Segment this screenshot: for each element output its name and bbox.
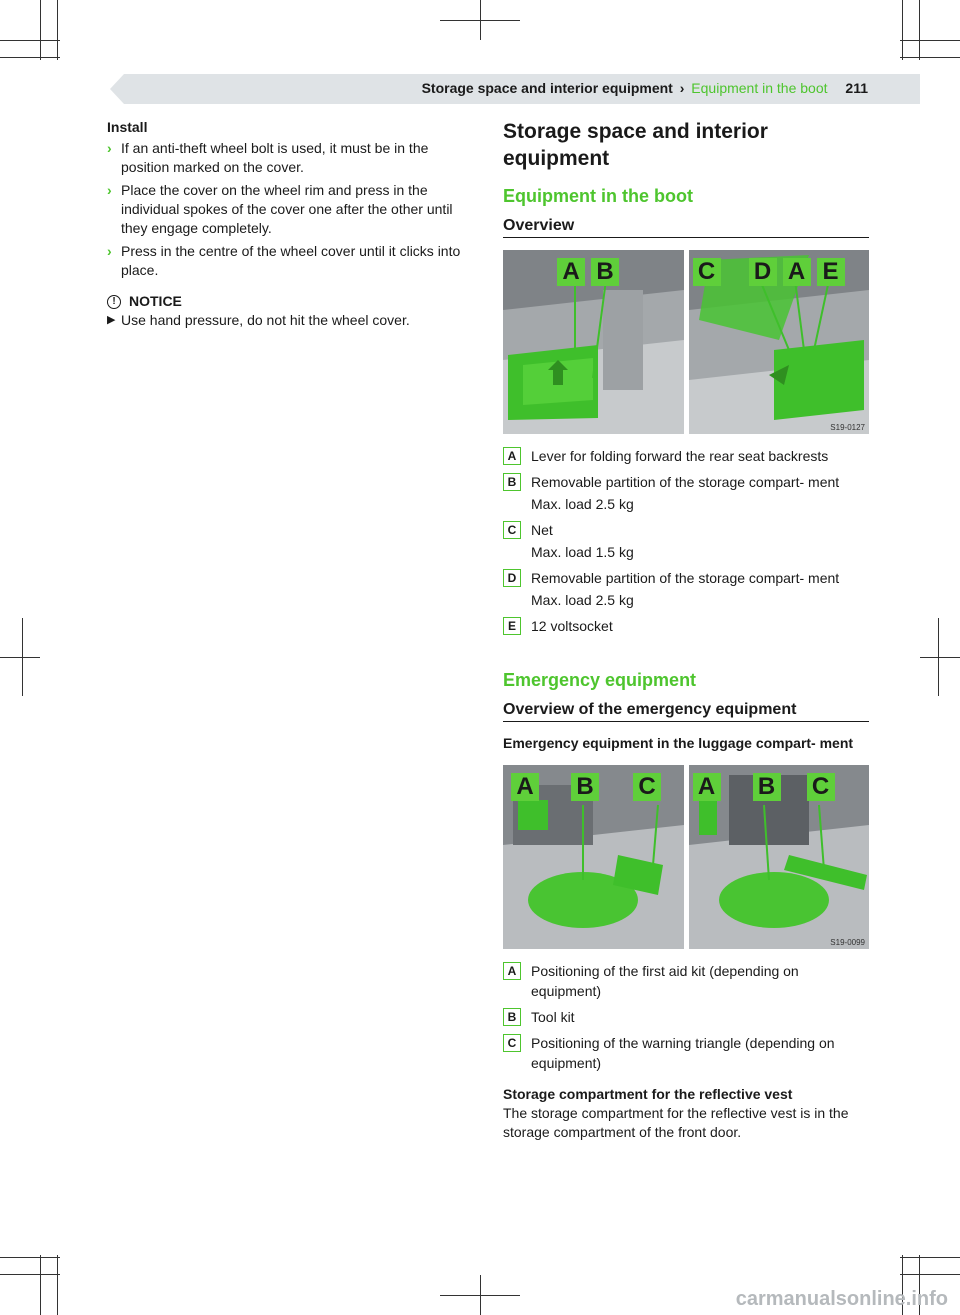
callout-label: A: [693, 773, 721, 801]
boot-image-left: [503, 250, 684, 434]
triangle-bullet-icon: ▶: [107, 314, 116, 326]
chevron-right-icon: ›: [107, 243, 112, 259]
emergency-overview-heading: Overview of the emergency equipment: [503, 701, 869, 722]
legend-key: A: [503, 962, 521, 980]
luggage-image-right: [689, 765, 870, 949]
callout-label: C: [807, 773, 835, 801]
callout-label: A: [783, 258, 811, 286]
notice-item-text: Use hand pressure, do not hit the wheel cover.: [121, 312, 410, 328]
legend-text: Positioning of the warning triangle (depending on equipment): [531, 1035, 835, 1071]
legend-key: B: [503, 473, 521, 491]
callout-label: A: [557, 258, 585, 286]
chevron-right-icon: ›: [107, 182, 112, 198]
crop-mark: [440, 1295, 520, 1296]
crop-mark: [902, 0, 903, 60]
vest-text: The storage compartment for the reflective vest is in the storage compartment of the front door.: [503, 1105, 849, 1140]
figure-code: S19-0099: [830, 938, 865, 947]
legend-text: Tool kit: [531, 1009, 575, 1025]
legend-item: [503, 446, 869, 466]
install-heading: Install: [107, 119, 148, 135]
header-section: Equipment in the boot: [691, 80, 828, 96]
callout-label: D: [749, 258, 777, 286]
crop-mark: [57, 1255, 58, 1315]
emergency-intro: Emergency equipment in the luggage compart- ment: [503, 735, 854, 751]
emergency-equipment-figure: [503, 765, 869, 949]
legend-text: Positioning of the first aid kit (depending on equipment): [531, 963, 799, 999]
notice-title: NOTICE: [129, 293, 182, 309]
legend-text: 12 voltsocket: [531, 618, 613, 634]
header-separator: ›: [679, 80, 685, 96]
legend-item: [503, 1033, 869, 1073]
overview-heading: Overview: [503, 217, 869, 238]
legend-item: [503, 568, 869, 610]
legend-text: Net: [531, 522, 553, 538]
crop-mark: [440, 20, 520, 21]
install-step-text: Place the cover on the wheel rim and press in the individual spokes of the cover one after the other until they engage completely.: [121, 182, 453, 236]
legend-item: [503, 616, 869, 636]
callout-label: B: [591, 258, 619, 286]
crop-mark: [900, 57, 960, 58]
install-step-text: If an anti-theft wheel bolt is used, it must be in the position marked on the cover.: [121, 140, 429, 175]
legend-key: C: [503, 521, 521, 539]
notice-icon: !: [107, 295, 121, 309]
legend-item: [503, 961, 869, 1001]
header-chapter: Storage space and interior equipment: [421, 80, 673, 96]
notice-item: [107, 311, 477, 330]
legend-key: A: [503, 447, 521, 465]
figure-code: S19-0127: [830, 423, 865, 432]
legend-text: Removable partition of the storage compart- ment: [531, 474, 840, 490]
install-step: [107, 181, 477, 238]
crop-mark: [900, 1257, 960, 1258]
crop-mark: [920, 657, 960, 658]
legend-text: Removable partition of the storage compart- ment: [531, 570, 840, 586]
legend-subtext: Max. load 2.5 kg: [531, 592, 634, 608]
legend-key: C: [503, 1034, 521, 1052]
crop-mark: [0, 657, 40, 658]
legend-item: [503, 1007, 869, 1027]
notice-heading: [107, 292, 477, 311]
callout-label: B: [571, 773, 599, 801]
left-column: [107, 118, 477, 330]
overview-legend: [503, 446, 869, 636]
chapter-title: Storage space and interior equipment: [503, 120, 768, 170]
luggage-image-left: [503, 765, 684, 949]
crop-mark: [40, 0, 41, 60]
callout-label: E: [817, 258, 845, 286]
legend-key: E: [503, 617, 521, 635]
legend-item: [503, 520, 869, 562]
vest-heading: Storage compartment for the reflective vest: [503, 1086, 793, 1102]
crop-mark: [0, 40, 60, 41]
crop-mark: [57, 0, 58, 60]
install-step: [107, 242, 477, 280]
crop-mark: [919, 0, 920, 60]
running-header: [422, 80, 868, 96]
legend-item: [503, 472, 869, 514]
chevron-right-icon: ›: [107, 140, 112, 156]
callout-label: C: [633, 773, 661, 801]
watermark: carmanualsonline.info: [735, 1288, 948, 1310]
install-step-text: Press in the centre of the wheel cover until it clicks into place.: [121, 243, 461, 278]
emergency-title: Emergency equipment: [503, 670, 697, 690]
page-number: 211: [845, 80, 868, 96]
legend-subtext: Max. load 1.5 kg: [531, 544, 634, 560]
section-title: Equipment in the boot: [503, 186, 693, 206]
legend-key: B: [503, 1008, 521, 1026]
callout-label: A: [511, 773, 539, 801]
callout-label: B: [753, 773, 781, 801]
callout-label: C: [693, 258, 721, 286]
legend-key: D: [503, 569, 521, 587]
boot-overview-figure: [503, 250, 869, 434]
crop-mark: [900, 1274, 960, 1275]
crop-mark: [0, 1274, 60, 1275]
install-step: [107, 139, 477, 177]
boot-image-right: [689, 250, 870, 434]
right-column: [503, 118, 869, 1142]
crop-mark: [900, 40, 960, 41]
emergency-legend: [503, 961, 869, 1073]
legend-subtext: Max. load 2.5 kg: [531, 496, 634, 512]
legend-text: Lever for folding forward the rear seat backrests: [531, 448, 829, 464]
crop-mark: [0, 1257, 60, 1258]
crop-mark: [0, 57, 60, 58]
crop-mark: [40, 1255, 41, 1315]
